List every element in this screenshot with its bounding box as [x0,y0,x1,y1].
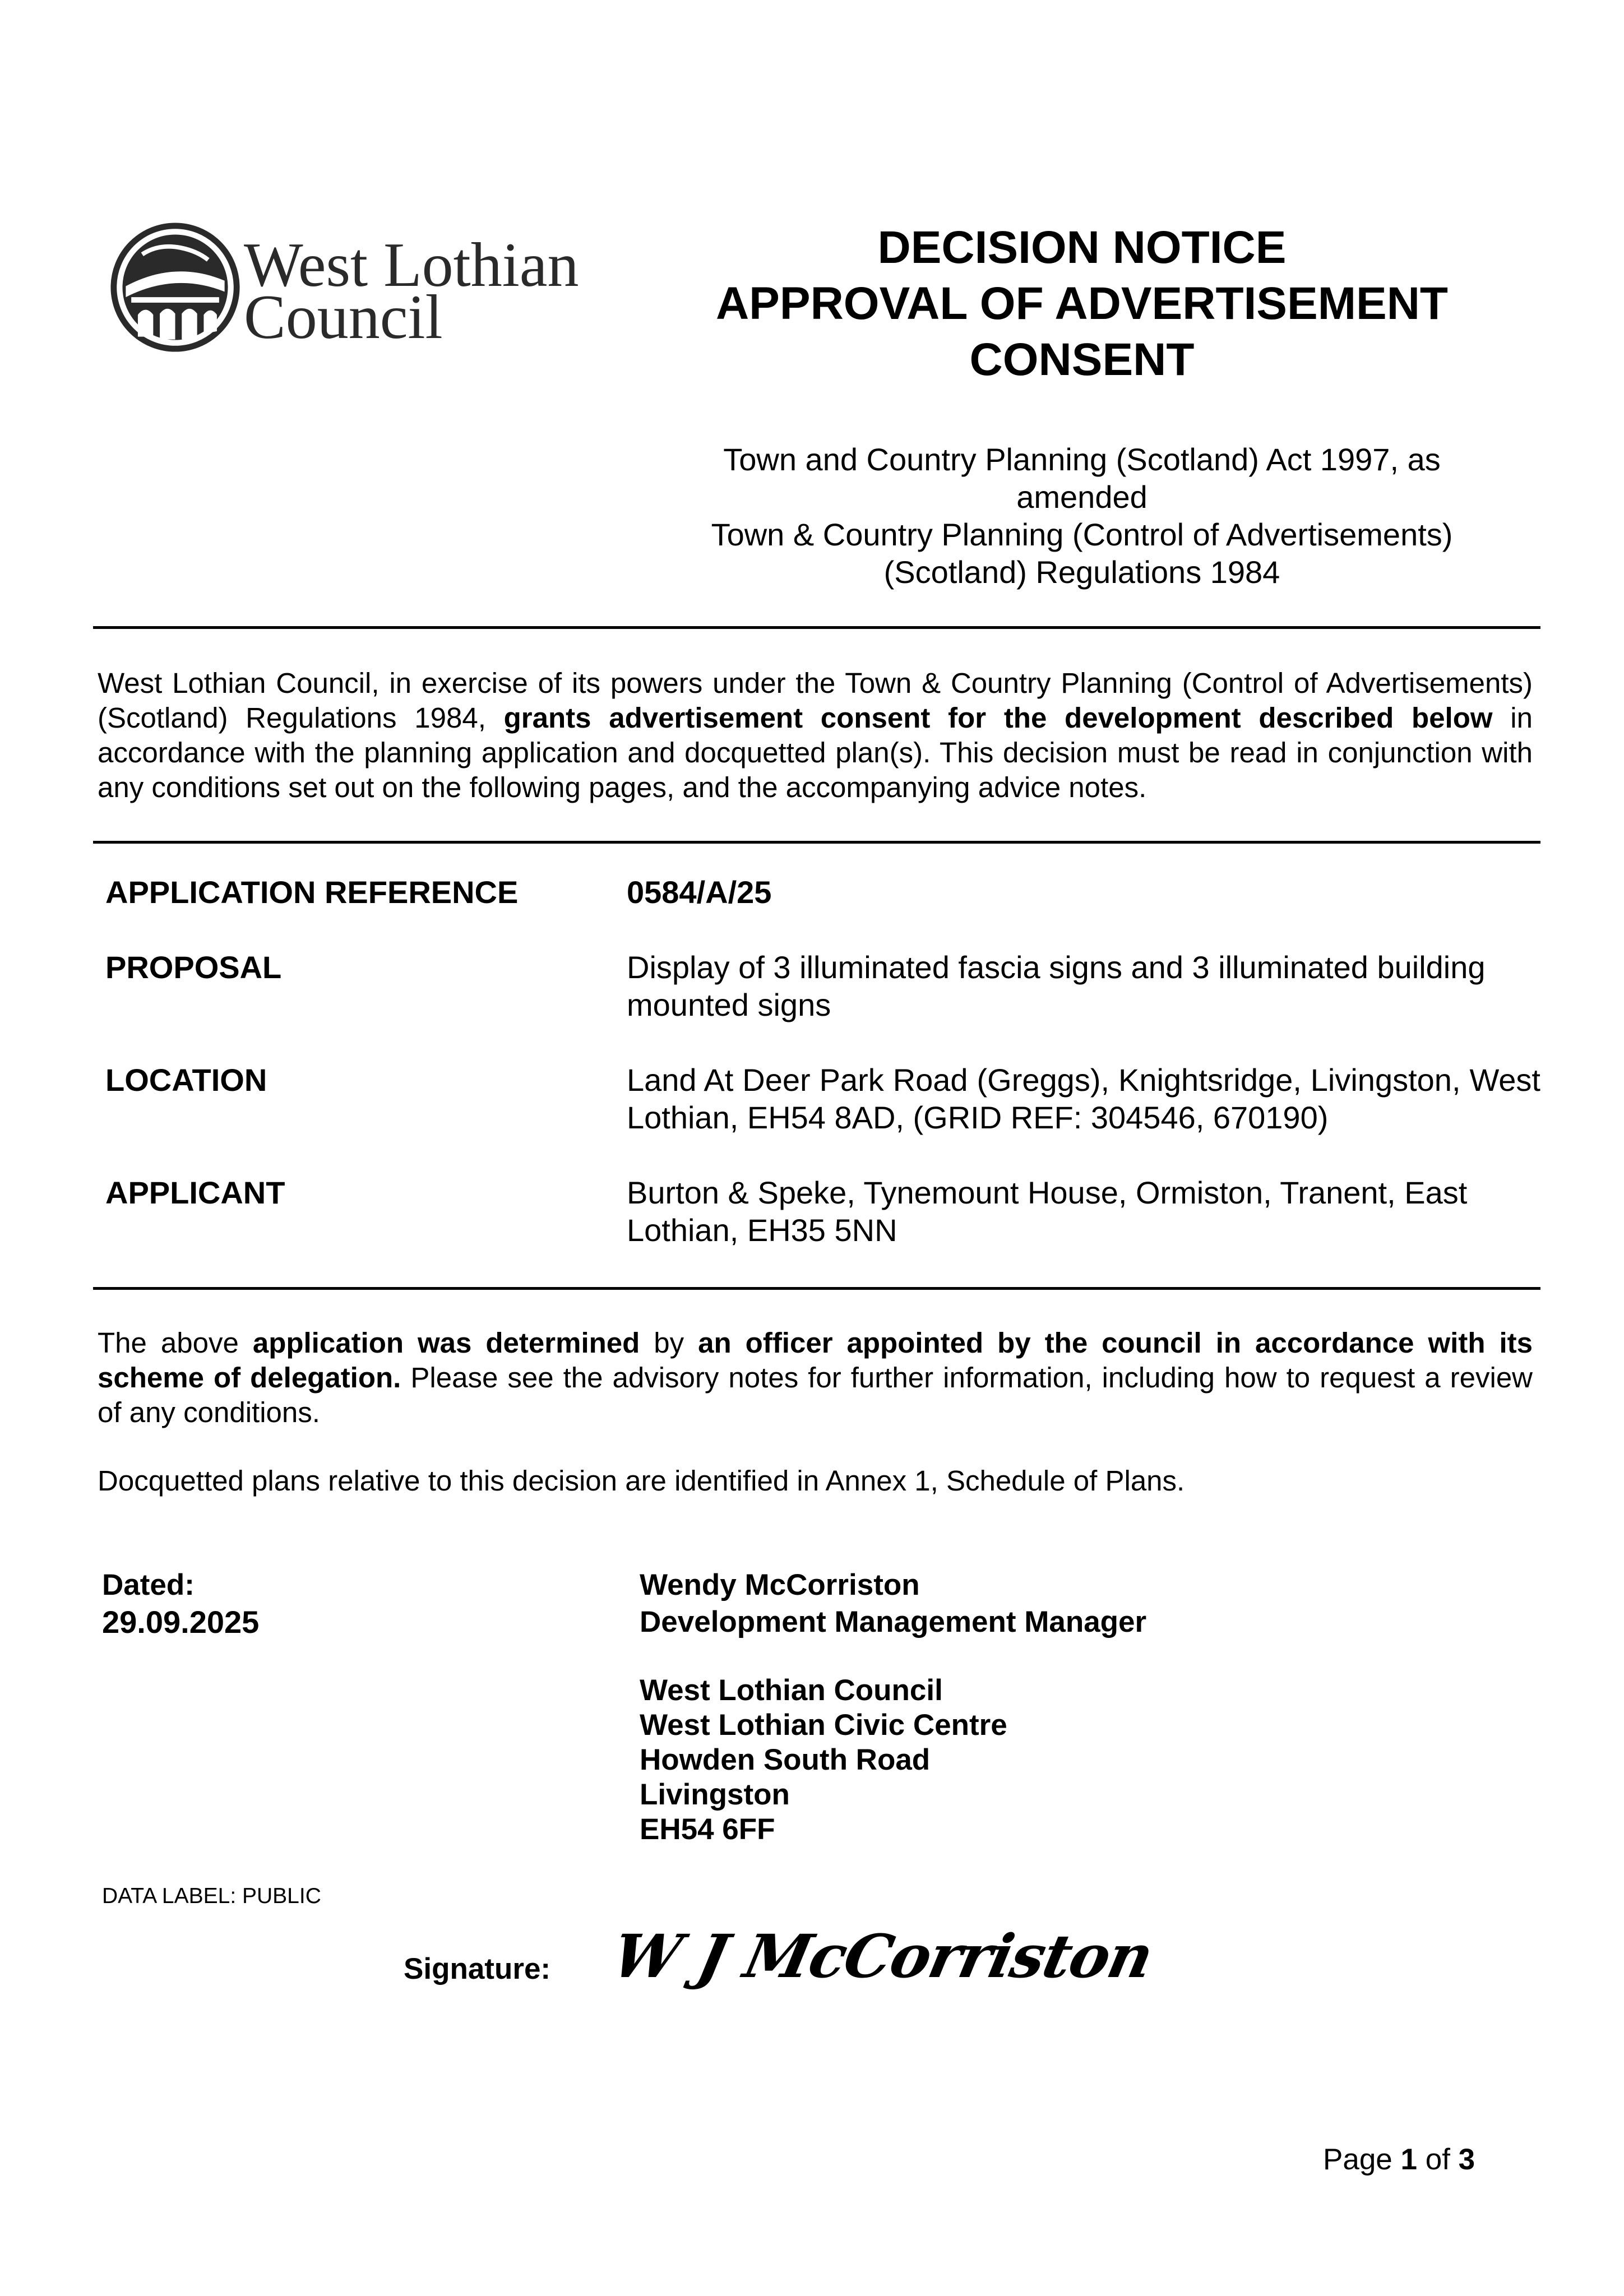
officer-title: Development Management Manager [640,1605,1147,1638]
intro-paragraph [98,666,1533,805]
data-label: DATA LABEL: PUBLIC [102,1884,321,1908]
determination-text-bold-1: application was determined [252,1327,640,1359]
address-line4: Livingston [640,1778,790,1811]
legislation-act-line1: Town and Country Planning (Scotland) Act 1997, as [723,442,1441,477]
divider-top [93,626,1540,629]
determination-text-2: by [640,1327,698,1359]
determination-text-bold-2: an officer appointed by the council in accordance with its scheme of delegation. [98,1327,1533,1394]
applicant-value: Burton & Speke, Tynemount House, Ormiston, Tranent, East Lothian, EH35 5NN [627,1175,1468,1248]
legislation-act-line2: amended [1016,479,1148,515]
title-line3: CONSENT [969,334,1195,385]
title-line1: DECISION NOTICE [877,222,1287,273]
location-value: Land At Deer Park Road (Greggs), Knightsridge, Livingston, West Lothian, EH54 8AD, (GRID REF: 304546, 670190) [627,1062,1540,1135]
address-line3: Howden South Road [640,1743,931,1776]
intro-text-bold: grants advertisement consent for the development described below [503,702,1493,734]
plans-note: Docquetted plans relative to this decision are identified in Annex 1, Schedule of Plans. [98,1465,1185,1497]
divider-details-top [93,841,1540,844]
page-current: 1 [1400,2143,1417,2176]
logo-text-line1: West Lothian [244,230,579,300]
address-line1: West Lothian Council [640,1674,943,1707]
address-line2: West Lothian Civic Centre [640,1709,1007,1742]
legislation-regs-line1: Town & Country Planning (Control of Advertisements) [711,517,1453,552]
officer-name: Wendy McCorriston [640,1568,920,1601]
council-logo [109,221,603,356]
signature-label: Signature: [404,1952,551,1985]
page-number [1323,2142,1475,2177]
location-label: LOCATION [105,1062,267,1098]
title-line2: APPROVAL OF ADVERTISEMENT [715,278,1449,329]
intro-text-1: West Lothian Council, in exercise of its powers under the Town & Country Planning (Control of Advertisements) (Scotland) Regulations 1984, [98,667,1533,734]
reference-label: APPLICATION REFERENCE [105,874,519,910]
legislation-regs-line2: (Scotland) Regulations 1984 [883,554,1280,590]
determination-text-1: The above [98,1327,253,1359]
page-middle: of [1417,2143,1459,2176]
page-prefix: Page [1323,2143,1401,2176]
address-line5: EH54 6FF [640,1813,775,1846]
divider-details-bottom [93,1287,1540,1290]
reference-value: 0584/A/25 [627,874,772,910]
page-total: 3 [1458,2143,1475,2176]
logo-text-line2: Council [244,283,443,352]
signature-image: W J McCorriston [606,1921,1159,1991]
determination-paragraph [98,1326,1533,1430]
viaduct-emblem-icon [109,221,241,353]
determination-text-3: Please see the advisory notes for further information, including how to request a review of any conditions. [98,1362,1533,1428]
proposal-value: Display of 3 illuminated fascia signs and 3 illuminated building mounted signs [627,950,1486,1022]
applicant-label: APPLICANT [105,1175,285,1210]
dated-label: Dated: [102,1568,195,1601]
proposal-label: PROPOSAL [105,950,282,985]
intro-text-2: in accordance with the planning application and docquetted plan(s). This decision must be read in conjunction with any conditions set out on the following pages, and the accompanying advice notes. [98,702,1533,803]
dated-value: 29.09.2025 [102,1604,260,1640]
